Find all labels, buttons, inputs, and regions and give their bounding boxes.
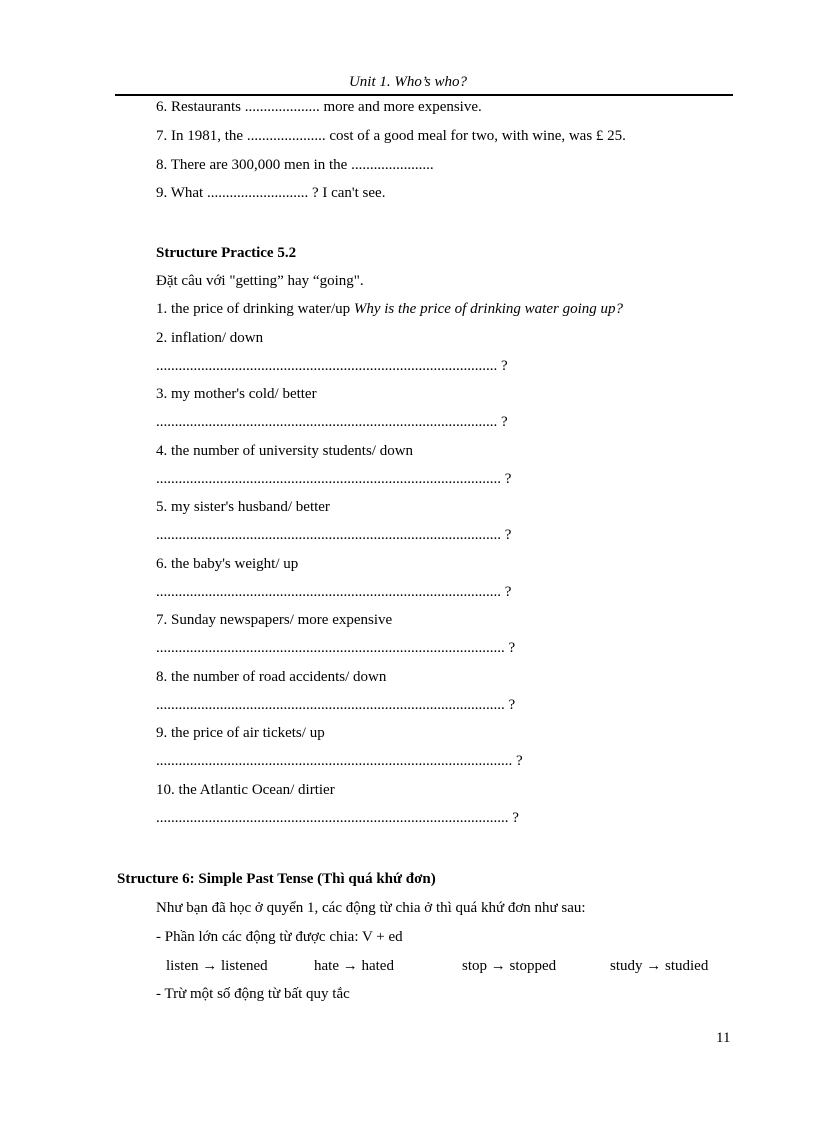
page-header-title: Unit 1. Who’s who? — [348, 74, 468, 90]
exercise-item-7: 7. In 1981, the ..................... cost of a good meal for two, with wine, was £ 25. — [156, 128, 626, 144]
practice-item-blank: ............................................................................................. ? — [156, 640, 516, 656]
practice-item-prompt: 2. inflation/ down — [156, 330, 264, 346]
structure6-rule-irregular: - Trừ một số động từ bất quy tắc — [156, 986, 350, 1002]
practice-instruction: Đặt câu với "getting” hay “going". — [156, 273, 364, 289]
structure6-rule-regular: - Phần lớn các động từ được chia: V + ed — [156, 929, 403, 945]
practice-item-blank: ............................................................................................ ? — [156, 527, 512, 543]
practice-example-prompt: 1. the price of drinking water/up — [156, 301, 351, 317]
practice-item-blank: ............................................................................................... ? — [156, 753, 523, 769]
header-divider — [115, 94, 733, 96]
practice-item-prompt: 5. my sister's husband/ better — [156, 499, 330, 515]
structure6-intro: Như bạn đã học ở quyển 1, các động từ chia ở thì quá khứ đơn như sau: — [156, 900, 586, 916]
exercise-item-8: 8. There are 300,000 men in the ...................... — [156, 157, 434, 173]
practice-example — [156, 301, 623, 318]
practice-item-blank: ............................................................................................ ? — [156, 584, 512, 600]
practice-item-blank: .............................................................................................. ? — [156, 810, 519, 826]
practice-item-prompt: 8. the number of road accidents/ down — [156, 669, 387, 685]
practice-item-prompt: 9. the price of air tickets/ up — [156, 725, 325, 741]
practice-item-prompt: 3. my mother's cold/ better — [156, 386, 317, 402]
structure6-heading: Structure 6: Simple Past Tense (Thì quá khứ đơn) — [117, 871, 436, 887]
verb-example: study → studied — [610, 958, 709, 974]
verb-example: hate → hated — [314, 958, 394, 974]
practice-item-blank: ........................................................................................... ? — [156, 358, 508, 374]
practice-item-prompt: 7. Sunday newspapers/ more expensive — [156, 612, 393, 628]
verb-example: listen → listened — [166, 958, 268, 974]
practice-example-answer: Why is the price of drinking water going up? — [353, 301, 623, 317]
practice-item-prompt: 10. the Atlantic Ocean/ dirtier — [156, 782, 335, 798]
exercise-item-9: 9. What ........................... ? I can't see. — [156, 185, 386, 201]
exercise-item-6: 6. Restaurants .................... more and more expensive. — [156, 99, 482, 115]
verb-example: stop → stopped — [462, 958, 557, 974]
practice-heading: Structure Practice 5.2 — [156, 245, 297, 261]
practice-item-prompt: 6. the baby's weight/ up — [156, 556, 299, 572]
practice-item-prompt: 4. the number of university students/ down — [156, 443, 414, 459]
practice-item-blank: ........................................................................................... ? — [156, 414, 508, 430]
page-number: 11 — [716, 1030, 731, 1046]
practice-item-blank: ............................................................................................. ? — [156, 697, 516, 713]
practice-item-blank: ............................................................................................ ? — [156, 471, 512, 487]
